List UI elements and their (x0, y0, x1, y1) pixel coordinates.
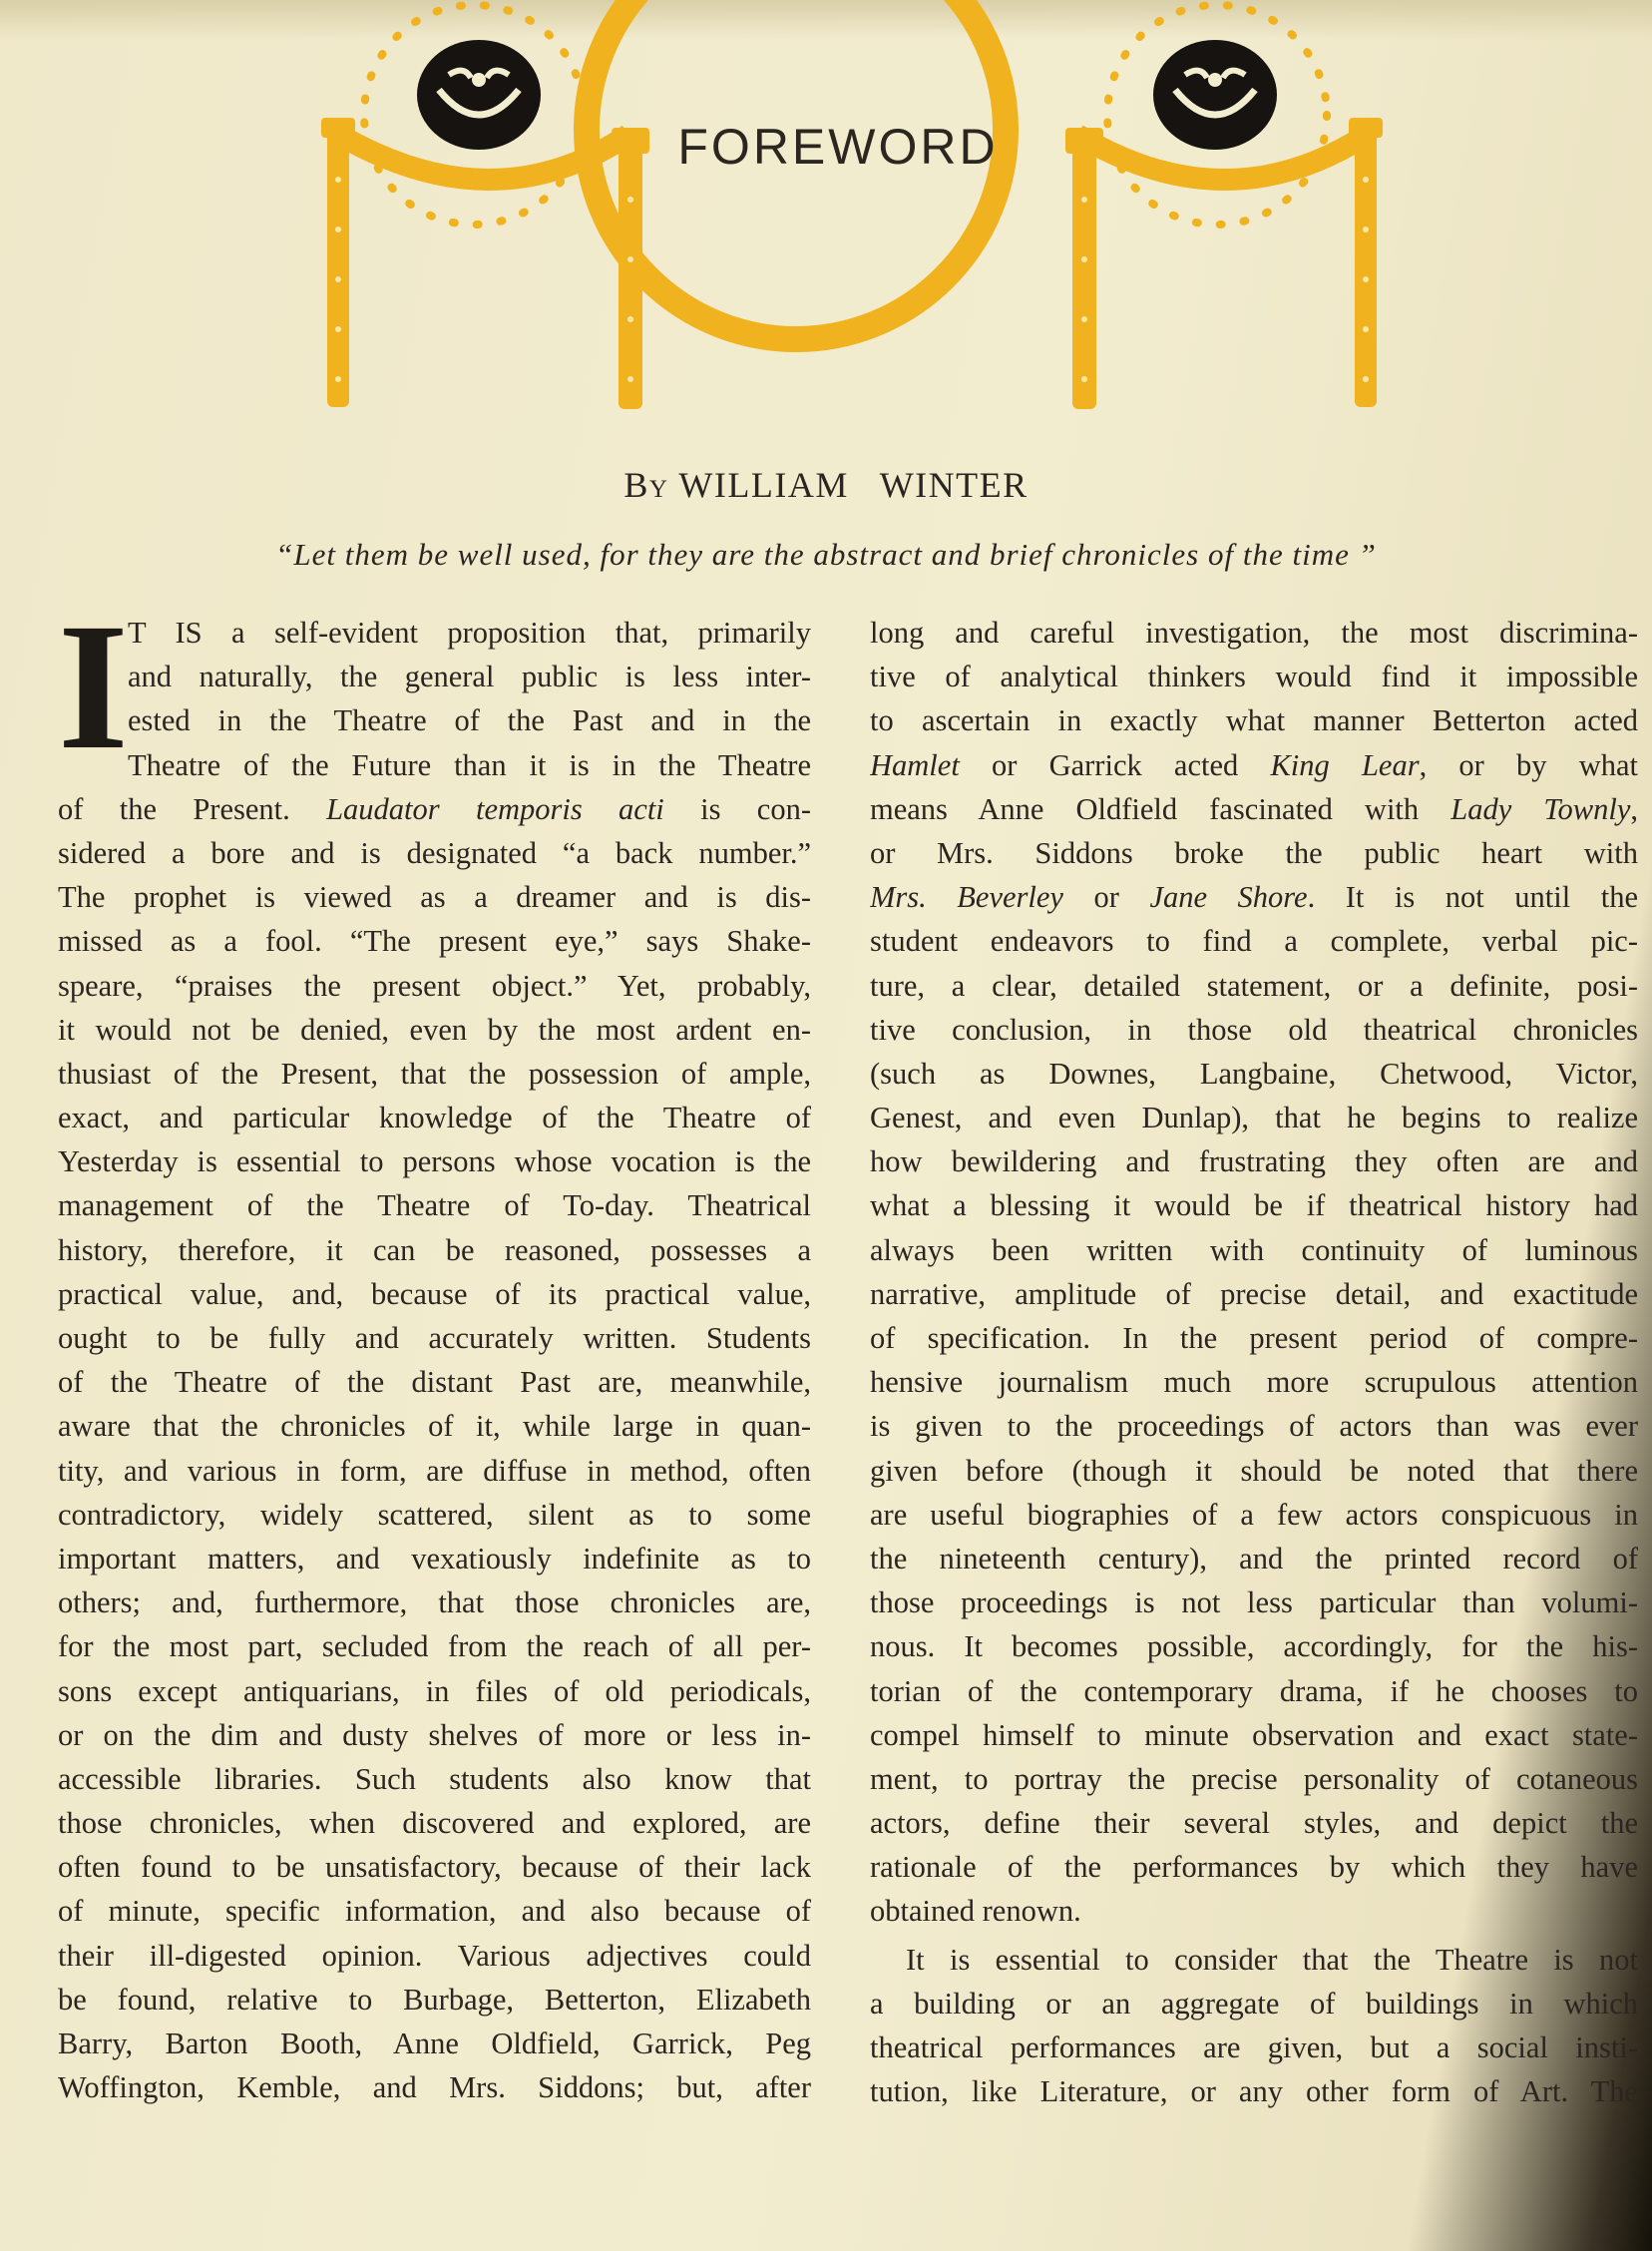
byline-prefix: By (623, 465, 669, 505)
drop-cap: I (58, 587, 129, 787)
text-line: exact, and particular knowledge of the Theatre of (58, 1101, 811, 1135)
text-line: others; and, furthermore, that those chronicles are, (58, 1585, 811, 1620)
text-line: the nineteenth century), and the printed record of (870, 1541, 1638, 1576)
text-line: aware that the chronicles of it, while large in quan- (58, 1409, 811, 1444)
text-line: those chronicles, when discovered and explored, are (58, 1806, 811, 1841)
text-line: it would not be denied, even by the most ardent en- (58, 1012, 811, 1047)
text-line: often found to be unsatisfactory, because of their lack (58, 1850, 811, 1885)
epigraph: “Let them be well used, for they are the abstract and brief chronicles of the time ” (275, 537, 1377, 572)
text-line: ested in the Theatre of the Past and in the (128, 703, 811, 738)
byline (0, 464, 1652, 506)
text-line: actors, define their several styles, and depict the (870, 1806, 1638, 1841)
text-line: accessible libraries. Such students also know that (58, 1761, 811, 1796)
text-line: ought to be fully and accurately written. Students (58, 1321, 811, 1355)
text-line: means Anne Oldfield fascinated with Lady Townly, (870, 791, 1638, 826)
inner-left-pillar (619, 140, 642, 409)
text-line: given before (though it should be noted that there (870, 1453, 1638, 1488)
text-line: ment, to portray the precise personality of cotaneous (870, 1761, 1638, 1796)
right-column (870, 611, 1638, 2113)
byline-author: WILLIAM WINTER (678, 465, 1029, 505)
text-line: practical value, and, because of its practical value, (58, 1276, 811, 1311)
text-line: ture, a clear, detailed statement, or a definite, posi- (870, 968, 1638, 1003)
left-comedy-mask-icon (417, 40, 541, 150)
text-line: is given to the proceedings of actors than was ever (870, 1409, 1638, 1444)
text-line: rationale of the performances by which they have (870, 1850, 1638, 1885)
text-line: contradictory, widely scattered, silent as to some (58, 1497, 811, 1532)
text-line: theatrical performances are given, but a social insti- (870, 2030, 1638, 2064)
text-line: torian of the contemporary drama, if he chooses to (870, 1673, 1638, 1708)
text-line: or Mrs. Siddons broke the public heart with (870, 835, 1638, 870)
text-line: a building or an aggregate of buildings in which (870, 1986, 1638, 2021)
text-line: their ill-digested opinion. Various adjectives could (58, 1938, 811, 1973)
text-line: Woffington, Kemble, and Mrs. Siddons; but, after (58, 2070, 811, 2105)
text-line: Mrs. Beverley or Jane Shore. It is not until the (870, 880, 1638, 915)
text-line: Hamlet or Garrick acted King Lear, or by what (870, 747, 1638, 782)
text-line: for the most part, secluded from the reach of all per- (58, 1629, 811, 1664)
text-line: missed as a fool. “The present eye,” says Shake- (58, 924, 811, 959)
text-line: narrative, amplitude of precise detail, and exactitude (870, 1276, 1638, 1311)
text-line: student endeavors to find a complete, verbal pic- (870, 924, 1638, 959)
opening-paragraph (58, 587, 811, 787)
text-line: always been written with continuity of luminous (870, 1232, 1638, 1267)
text-line: Yesterday is essential to persons whose vocation is the (58, 1144, 811, 1179)
text-line: The prophet is viewed as a dreamer and is dis- (58, 880, 811, 915)
text-line: tution, like Literature, or any other form of Art. The (870, 2074, 1638, 2109)
text-line: It is essential to consider that the Theatre is not (906, 1942, 1638, 1977)
text-line: obtained renown. (870, 1894, 1081, 1929)
text-line: T IS a self-evident proposition that, primarily (128, 616, 811, 650)
text-line: of the Present. Laudator temporis acti is con- (58, 791, 811, 826)
text-line: management of the Theatre of To-day. Theatrical (58, 1188, 811, 1223)
text-line: (such as Downes, Langbaine, Chetwood, Victor, (870, 1056, 1638, 1091)
text-line: tive of analytical thinkers would find it impossible (870, 660, 1638, 694)
text-line: Barry, Barton Booth, Anne Oldfield, Garrick, Peg (58, 2026, 811, 2060)
page-title: FOREWORD (677, 119, 999, 175)
text-line: how bewildering and frustrating they often are and (870, 1144, 1638, 1179)
text-line: to ascertain in exactly what manner Betterton acted (870, 703, 1638, 738)
right-comedy-mask-icon (1153, 40, 1277, 150)
left-column (58, 587, 811, 2109)
inner-right-pillar (1072, 140, 1096, 409)
foreword-ornament (299, 0, 1397, 429)
text-line: of specification. In the present period of compre- (870, 1321, 1638, 1355)
text-line: what a blessing it would be if theatrical history had (870, 1188, 1638, 1223)
text-line: and naturally, the general public is less inter- (128, 660, 811, 694)
text-line: Genest, and even Dunlap), that he begins to realize (870, 1101, 1638, 1135)
text-line: long and careful investigation, the most discrimina- (870, 616, 1638, 650)
text-line: hensive journalism much more scrupulous attention (870, 1365, 1638, 1400)
text-line: sidered a bore and is designated “a back number.” (58, 835, 811, 870)
text-line: of minute, specific information, and also because of (58, 1894, 811, 1929)
text-line: sons except antiquarians, in files of old periodicals, (58, 1673, 811, 1708)
text-line: speare, “praises the present object.” Yet, probably, (58, 968, 811, 1003)
text-line: of the Theatre of the distant Past are, meanwhile, (58, 1365, 811, 1400)
left-pillar (327, 118, 349, 407)
text-line: nous. It becomes possible, accordingly, for the his- (870, 1629, 1638, 1664)
text-line: thusiast of the Present, that the possession of ample, (58, 1056, 811, 1091)
text-line: or on the dim and dusty shelves of more or less in- (58, 1717, 811, 1752)
text-line: history, therefore, it can be reasoned, possesses a (58, 1232, 811, 1267)
text-line: are useful biographies of a few actors conspicuous in (870, 1497, 1638, 1532)
text-line: important matters, and vexatiously indefinite as to (58, 1541, 811, 1576)
text-line: be found, relative to Burbage, Betterton, Elizabeth (58, 1982, 811, 2017)
text-line: tive conclusion, in those old theatrical chronicles (870, 1012, 1638, 1047)
text-line: those proceedings is not less particular than volumi- (870, 1585, 1638, 1620)
text-line: Theatre of the Future than it is in the Theatre (128, 747, 811, 782)
text-line: tity, and various in form, are diffuse in method, often (58, 1453, 811, 1488)
right-pillar (1355, 118, 1377, 407)
text-line: compel himself to minute observation and exact state- (870, 1717, 1638, 1752)
